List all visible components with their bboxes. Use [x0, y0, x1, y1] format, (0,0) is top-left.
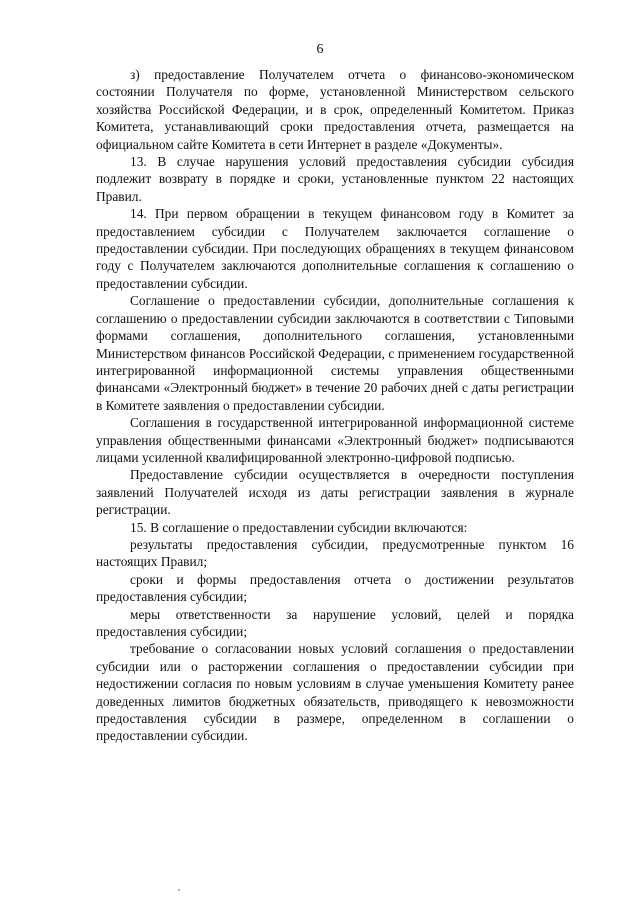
paragraph-item-13: 13. В случае нарушения условий предоставления субсидии субсидия подлежит возврату в порядке и сроки, установленные пунктом 22 настоящих Правил.: [96, 154, 574, 204]
paragraph-agreement-signing: Соглашения в государственной интегрированной информационной системе управления общественными финансами «Электронный бюджет» подписываются лицами усиленной квалифицированной электронно-цифровой подписью.: [96, 415, 574, 465]
list-item-liability: меры ответственности за нарушение условий, целей и порядка предоставления субсидии;: [96, 606, 574, 639]
paragraph-item-15: 15. В соглашение о предоставлении субсидии включаются:: [130, 519, 468, 535]
list-item-results: результаты предоставления субсидии, предусмотренные пунктом 16 настоящих Правил;: [96, 536, 574, 570]
paragraph-order-of-provision: Предоставление субсидии осуществляется в очередности поступления заявлений Получателей исходя из даты регистрации заявления в журнале регистрации.: [96, 467, 574, 518]
document-body: [96, 66, 574, 745]
page-number: 6: [316, 42, 324, 57]
scan-speck: [178, 889, 180, 891]
paragraph-item-14: 14. При первом обращении в текущем финансовом году в Комитет за предоставлением субсидии с Получателем заключается соглашение о предоставлении субсидии. При последующих обращениях в текущем финансовом году с Получателем заключаются дополнительные соглашения к соглашению о предоставлении субсидии.: [96, 206, 574, 291]
list-item-renegotiation: требование о согласовании новых условий соглашения о предоставлении субсидии или о расторжении соглашения о предоставлении субсидии при недостижении согласия по новым условиям в случае уменьшения Комитету ранее доведенных лимитов бюджетных обязательств, приводящего к невозможности предоставления субсидии в размере, определенном в соглашении о предоставлении субсидии.: [96, 641, 574, 744]
list-item-reporting: сроки и формы предоставления отчета о достижении результатов предоставления субсидии;: [96, 571, 574, 605]
paragraph-agreement-forms: Соглашение о предоставлении субсидии, дополнительные соглашения к соглашению о предоставлении субсидии заключаются в соответствии с Типовыми формами соглашения, дополнительного соглашения, установленными Министерством финансов Российской Федерации, с применением государственной интегрированной информационной системы управления общественными финансами «Электронный бюджет» в течение 20 рабочих дней с даты регистрации в Комитете заявления о предоставлении субсидии.: [96, 293, 574, 413]
paragraph-clause-z: з) предоставление Получателем отчета о финансово-экономическом состоянии Получателя по форме, установленной Министерством сельского хозяйства Российской Федерации, и в срок, определенный Комитетом. Приказ Комитета, устанавливающий сроки предоставления отчета, размещается на официальном сайте Комитета в сети Интернет в разделе «Документы».: [96, 67, 574, 152]
